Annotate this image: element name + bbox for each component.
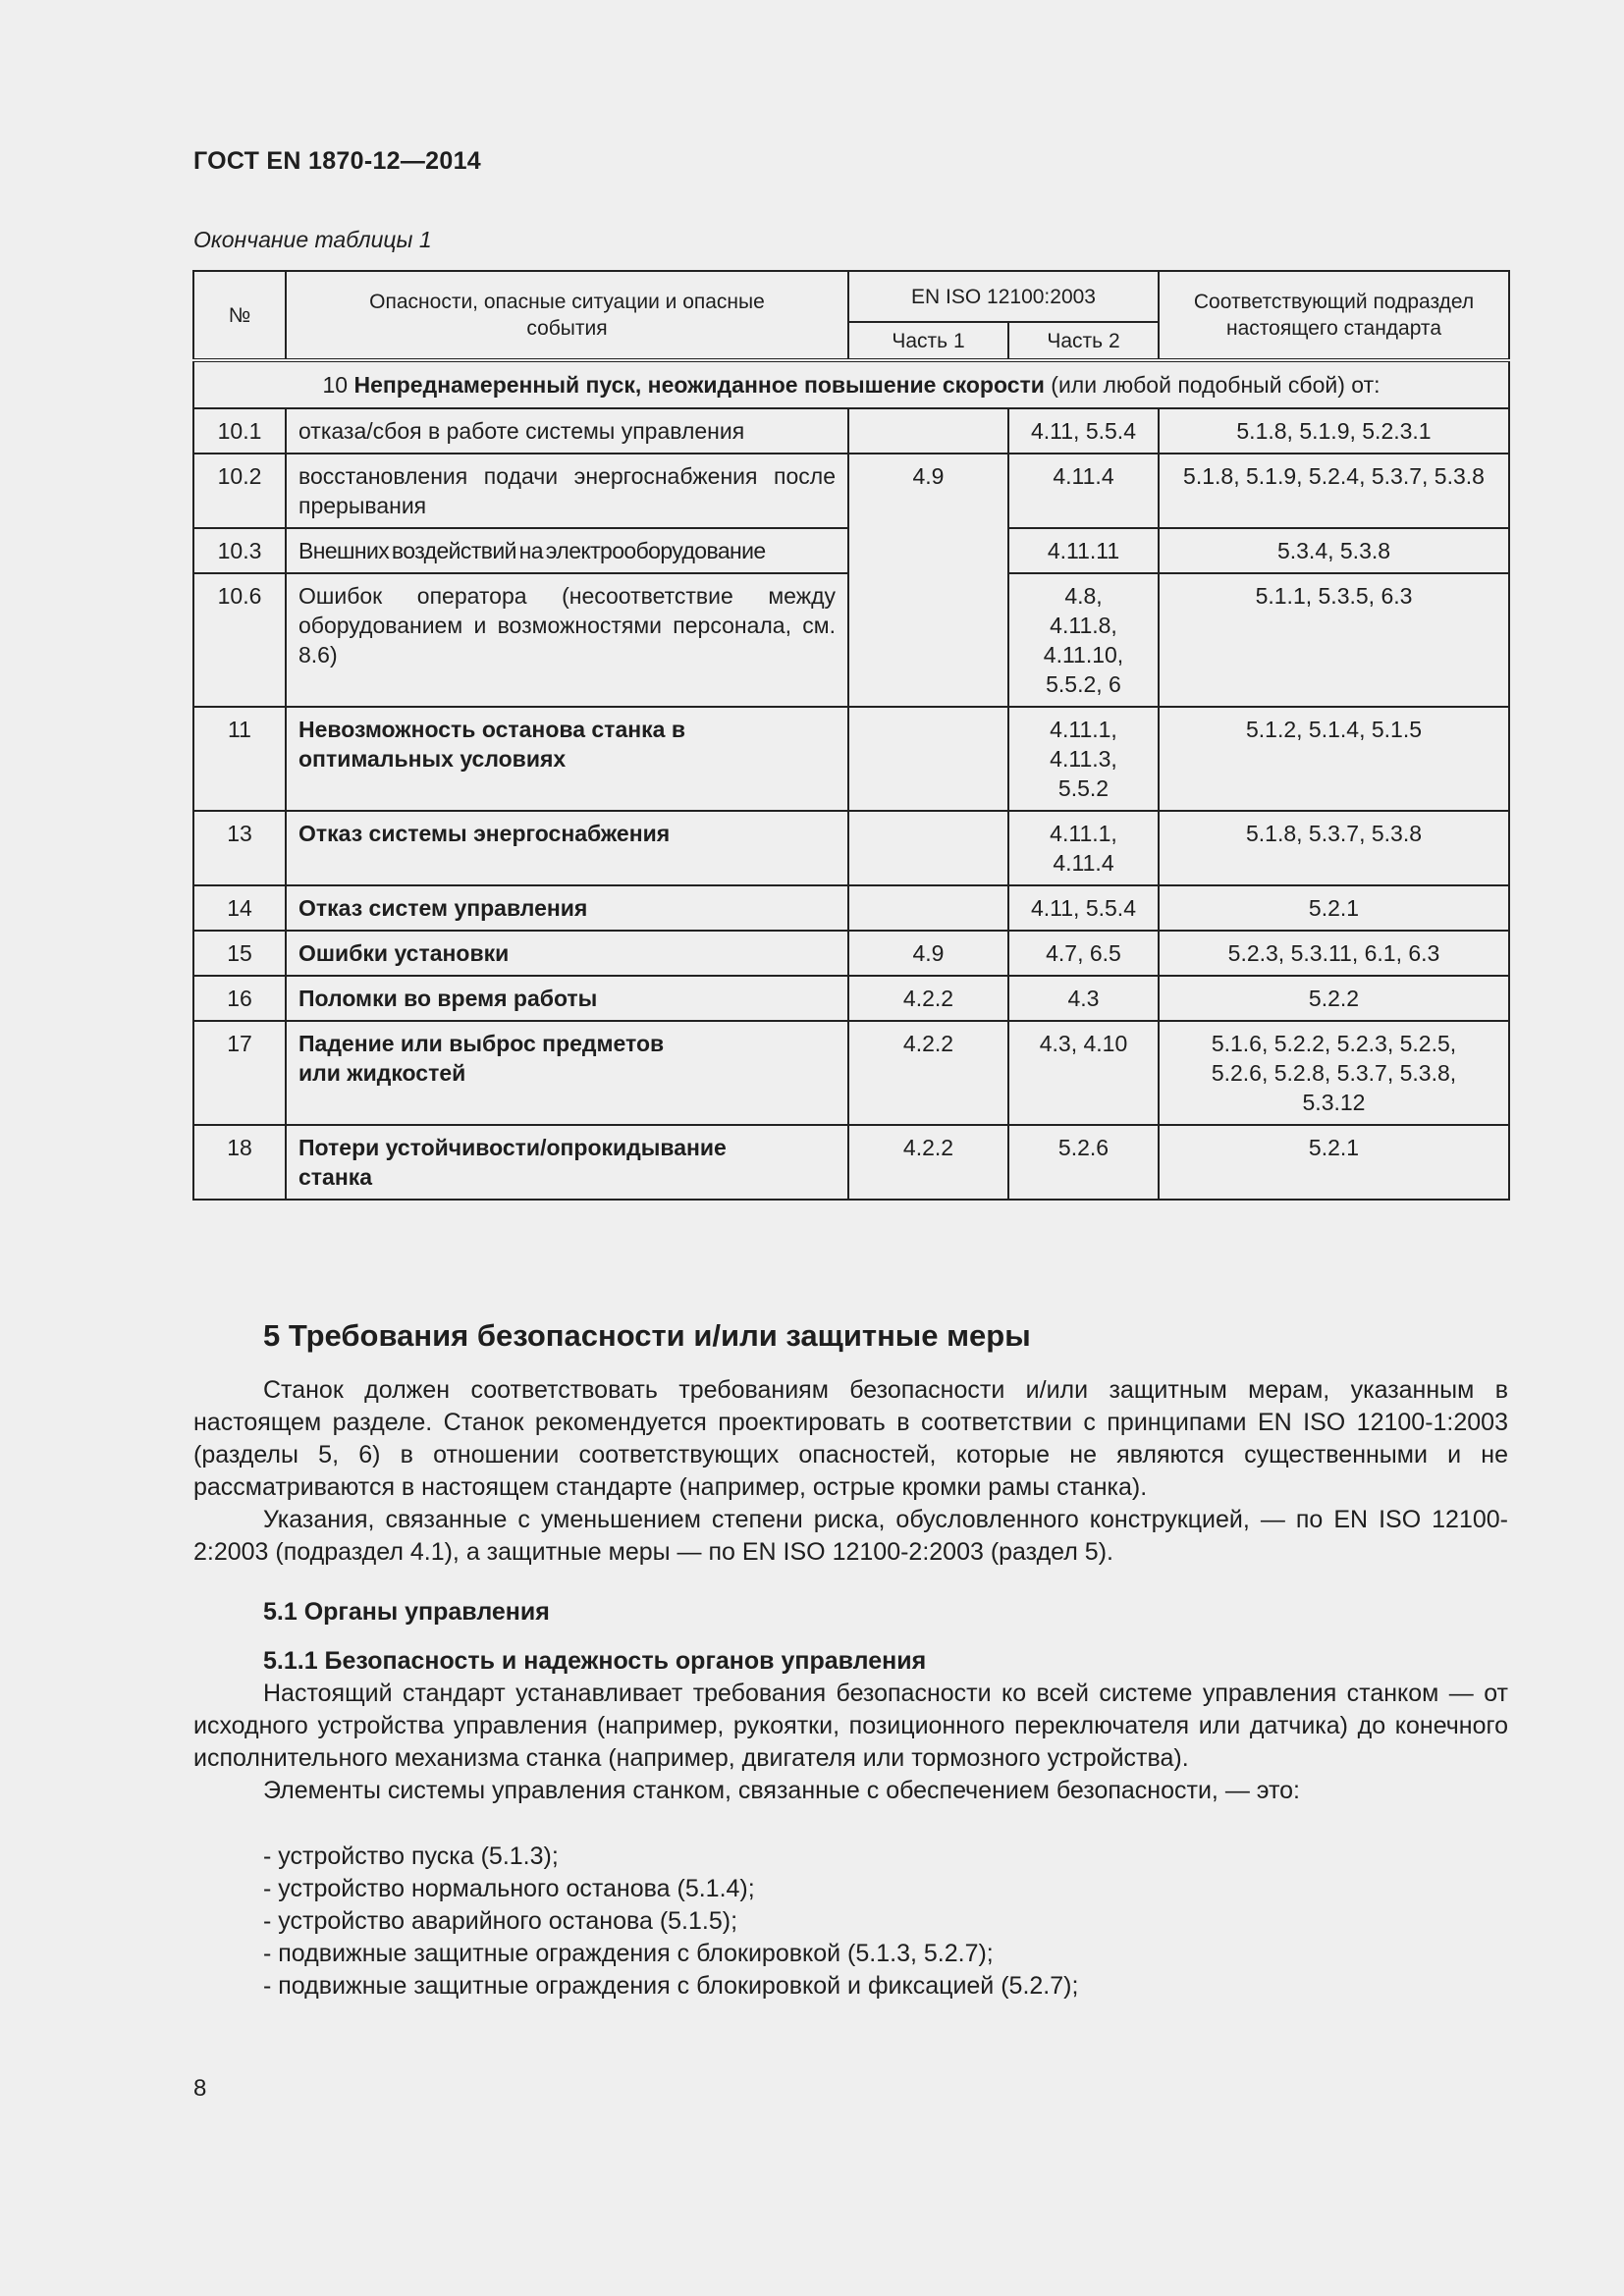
table-group-row — [193, 360, 1509, 408]
col-header-num: № — [193, 271, 286, 360]
cell-clause: 5.2.2 — [1159, 976, 1509, 1021]
cell-hazard: Поломки во время работы — [286, 976, 848, 1021]
cell-clause: 5.2.1 — [1159, 885, 1509, 931]
cell-clause: 5.1.8, 5.3.7, 5.3.8 — [1159, 811, 1509, 885]
cell-part1: 4.2.2 — [848, 976, 1008, 1021]
cell-clause: 5.1.2, 5.1.4, 5.1.5 — [1159, 707, 1509, 811]
cell-hazard: Отказ системы энергоснабжения — [286, 811, 848, 885]
cell-part1 — [848, 885, 1008, 931]
cell-part2: 4.7, 6.5 — [1008, 931, 1159, 976]
group-num: 10 — [322, 372, 349, 398]
table-row — [193, 931, 1509, 976]
cell-hazard: Потери устойчивости/опрокидывание станка — [286, 1125, 848, 1200]
subsection-title: 5.1 Органы управления — [263, 1598, 550, 1626]
paragraph: Настоящий стандарт устанавливает требования безопасности ко всей системе управления станком — от исходного устройства управления (например, рукоятки, позиционного переключателя или датчика) до конечного исполнительного механизма станка (например, двигателя или тормозного устройства). — [193, 1680, 1508, 1772]
col-header-hazard: Опасности, опасные ситуации и опасные события — [286, 271, 848, 360]
cell-clause: 5.3.4, 5.3.8 — [1159, 528, 1509, 573]
cell-part2: 4.3 — [1008, 976, 1159, 1021]
cell-clause: 5.1.8, 5.1.9, 5.2.3.1 — [1159, 408, 1509, 454]
table-row — [193, 811, 1509, 885]
cell-num: 17 — [193, 1021, 286, 1125]
cell-num: 10.1 — [193, 408, 286, 454]
page-number: 8 — [193, 2075, 207, 2102]
group-title: Непреднамеренный пуск, неожиданное повышение скорости — [353, 372, 1045, 398]
cell-part1: 4.9 — [848, 931, 1008, 976]
cell-part1: 4.9 — [848, 454, 1008, 707]
section-body — [193, 1374, 1508, 1569]
list-item: - подвижные защитные ограждения с блокировкой и фиксацией (5.2.7); — [263, 1972, 1079, 2000]
cell-clause: 5.2.1 — [1159, 1125, 1509, 1200]
cell-part2: 4.11.11 — [1008, 528, 1159, 573]
col-header-part2: Часть 2 — [1008, 322, 1159, 360]
cell-part1: 4.2.2 — [848, 1021, 1008, 1125]
list-item: - устройство аварийного останова (5.1.5); — [263, 1907, 738, 1935]
cell-num: 18 — [193, 1125, 286, 1200]
col-header-part1: Часть 1 — [848, 322, 1008, 360]
table-row — [193, 707, 1509, 811]
cell-part1: 4.2.2 — [848, 1125, 1008, 1200]
cell-part2: 4.11, 5.5.4 — [1008, 408, 1159, 454]
cell-clause: 5.1.6, 5.2.2, 5.2.3, 5.2.5, 5.2.6, 5.2.8, 5.3.7, 5.3.8, 5.3.12 — [1159, 1021, 1509, 1125]
cell-part2: 4.11.1, 4.11.4 — [1008, 811, 1159, 885]
cell-clause: 5.2.3, 5.3.11, 6.1, 6.3 — [1159, 931, 1509, 976]
cell-num: 10.2 — [193, 454, 286, 528]
document-header: ГОСТ EN 1870-12—2014 — [193, 147, 481, 175]
cell-part2: 4.8, 4.11.8, 4.11.10, 5.5.2, 6 — [1008, 573, 1159, 707]
table-caption: Окончание таблицы 1 — [193, 227, 432, 252]
subsubsection-title: 5.1.1 Безопасность и надежность органов управления — [263, 1647, 927, 1675]
list-item: - устройство пуска (5.1.3); — [263, 1842, 559, 1870]
table-row — [193, 1125, 1509, 1200]
cell-hazard: Невозможность останова станка в оптимальных условиях — [286, 707, 848, 811]
cell-hazard: восстановления подачи энергоснабжения после прерывания — [286, 454, 848, 528]
group-title-rest: (или любой подобный сбой) от: — [1044, 372, 1380, 398]
col-header-iso: EN ISO 12100:2003 — [848, 271, 1159, 322]
cell-hazard: Ошибок оператора (несоответствие между оборудованием и возможностями персонала, см. 8.6) — [286, 573, 848, 707]
cell-part2: 4.11.1, 4.11.3, 5.5.2 — [1008, 707, 1159, 811]
cell-num: 11 — [193, 707, 286, 811]
cell-part2: 5.2.6 — [1008, 1125, 1159, 1200]
cell-part2: 4.11.4 — [1008, 454, 1159, 528]
cell-part1 — [848, 408, 1008, 454]
col-header-clause: Соответствующий подраздел настоящего стандарта — [1159, 271, 1509, 360]
hazards-table — [192, 270, 1510, 1201]
cell-part2: 4.11, 5.5.4 — [1008, 885, 1159, 931]
paragraph: Станок должен соответствовать требованиям безопасности и/или защитным мерам, указанным в настоящем разделе. Станок рекомендуется проектировать в соответствии с принципами EN ISO 12100-1:2003 (разделы 5, 6) в отношении соответствующих опасностей, которые не являются существенными и не рассматриваются в настоящем стандарте (например, острые кромки рамы станка). — [193, 1376, 1508, 1501]
table-row — [193, 885, 1509, 931]
cell-clause: 5.1.1, 5.3.5, 6.3 — [1159, 573, 1509, 707]
cell-num: 10.6 — [193, 573, 286, 707]
paragraph: Элементы системы управления станком, связанные с обеспечением безопасности, — это: — [263, 1777, 1300, 1804]
paragraph: Указания, связанные с уменьшением степени риска, обусловленного конструкцией, — по EN ISO 12100-2:2003 (подраздел 4.1), а защитные меры — по EN ISO 12100-2:2003 (раздел 5). — [193, 1506, 1508, 1566]
table-row — [193, 408, 1509, 454]
cell-hazard: Отказ систем управления — [286, 885, 848, 931]
cell-num: 15 — [193, 931, 286, 976]
subsection-body — [193, 1678, 1508, 1807]
cell-hazard: Внешних воздействий на электрооборудование — [286, 528, 848, 573]
table-row — [193, 454, 1509, 528]
table-row — [193, 1021, 1509, 1125]
cell-hazard: Падение или выброс предметов или жидкостей — [286, 1021, 848, 1125]
cell-part1 — [848, 811, 1008, 885]
cell-part2: 4.3, 4.10 — [1008, 1021, 1159, 1125]
section-title: 5 Требования безопасности и/или защитные меры — [263, 1318, 1031, 1353]
table-row — [193, 976, 1509, 1021]
cell-part1 — [848, 707, 1008, 811]
cell-hazard: отказа/сбоя в работе системы управления — [286, 408, 848, 454]
bullet-list — [263, 1841, 1078, 2002]
cell-num: 13 — [193, 811, 286, 885]
cell-num: 10.3 — [193, 528, 286, 573]
list-item: - устройство нормального останова (5.1.4); — [263, 1875, 755, 1902]
cell-num: 16 — [193, 976, 286, 1021]
cell-hazard: Ошибки установки — [286, 931, 848, 976]
cell-num: 14 — [193, 885, 286, 931]
cell-clause: 5.1.8, 5.1.9, 5.2.4, 5.3.7, 5.3.8 — [1159, 454, 1509, 528]
list-item: - подвижные защитные ограждения с блокировкой (5.1.3, 5.2.7); — [263, 1940, 994, 1967]
